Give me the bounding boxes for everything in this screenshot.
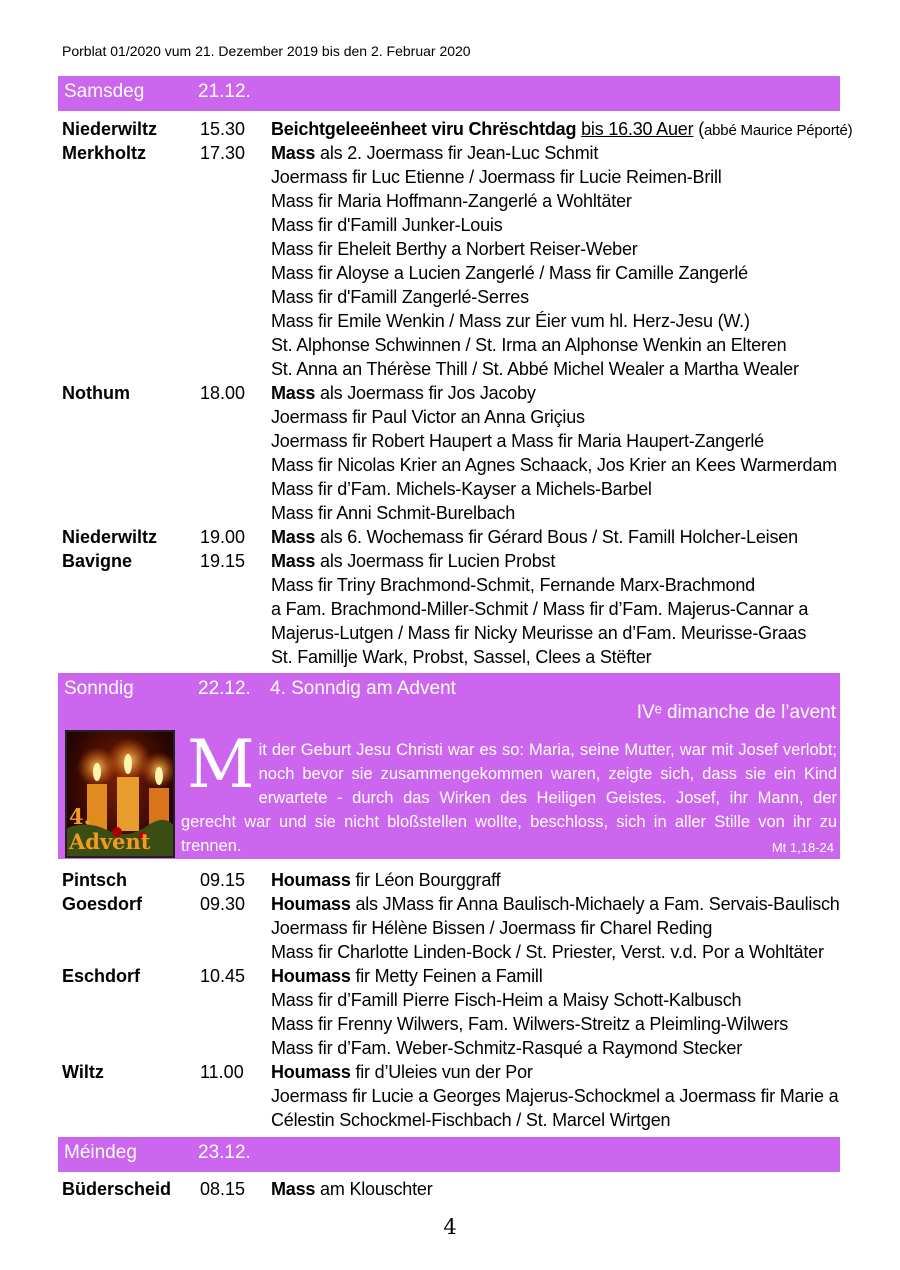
service-description <box>271 1177 432 1201</box>
service-time: 11.00 <box>200 1062 244 1082</box>
monday-schedule <box>62 1177 862 1201</box>
day-date: 23.12. <box>198 1142 251 1163</box>
schedule-row <box>62 916 862 940</box>
schedule-row <box>62 357 862 381</box>
service-text-rest: als JMass fir Anna Baulisch-Michaely a Fam. Servais-Baulisch <box>350 894 840 914</box>
service-text-bold: Mass <box>271 383 316 403</box>
service-description: Mass fir d’Fam. Michels-Kayser a Michels-Barbel <box>271 479 652 499</box>
service-text-rest: fir Léon Bourggraff <box>350 870 501 890</box>
schedule-row <box>62 988 862 1012</box>
schedule-row <box>62 1084 862 1108</box>
schedule-row <box>62 453 862 477</box>
service-text-bold: Beichtgeleeënheet viru Chrëschtdag <box>271 119 577 139</box>
advent-candles-image <box>65 730 175 858</box>
day-band-saturday <box>58 76 840 111</box>
service-description: Mass fir Emile Wenkin / Mass zur Éier vum hl. Herz-Jesu (W.) <box>271 311 750 331</box>
schedule-row <box>62 213 862 237</box>
service-text-small: abbé Maurice Péporté) <box>704 122 853 139</box>
schedule-row <box>62 165 862 189</box>
gospel-reference: Mt 1,18-24 <box>771 840 834 855</box>
schedule-row <box>62 333 862 357</box>
service-description <box>271 964 543 988</box>
location-name: Bavigne <box>62 551 133 571</box>
saturday-schedule <box>62 117 862 669</box>
service-description: Mass fir Charlotte Linden-Bock / St. Priester, Verst. v.d. Por a Wohltäter <box>271 942 824 962</box>
service-text-bold: Mass <box>271 527 316 547</box>
schedule-row <box>62 117 862 141</box>
service-description: Joermass fir Luc Etienne / Joermass fir Lucie Reimen-Brill <box>271 167 722 187</box>
service-text-rest: am Klouschter <box>315 1179 433 1199</box>
service-text-bold: Houmass <box>271 894 351 914</box>
schedule-row <box>62 477 862 501</box>
schedule-row <box>62 189 862 213</box>
service-description: Joermass fir Hélène Bissen / Joermass fir Charel Reding <box>271 918 713 938</box>
service-description: Mass fir d'Famill Zangerlé-Serres <box>271 287 529 307</box>
service-time: 10.45 <box>200 966 246 986</box>
service-text-bold: Mass <box>271 551 316 571</box>
service-text-bold: Mass <box>271 143 316 163</box>
service-description <box>271 525 798 549</box>
service-text-rest: ( <box>693 119 705 139</box>
service-text-rest: fir d’Uleies vun der Por <box>350 1062 533 1082</box>
schedule-row <box>62 141 862 165</box>
location-name: Niederwiltz <box>62 119 158 139</box>
service-description <box>271 868 500 892</box>
service-description <box>271 549 555 573</box>
day-date: 22.12. <box>198 678 251 699</box>
service-description: Majerus-Lutgen / Mass fir Nicky Meurisse an d’Fam. Meurisse-Graas <box>271 623 807 643</box>
schedule-row <box>62 429 862 453</box>
service-time: 15.30 <box>200 119 246 139</box>
schedule-row <box>62 501 862 525</box>
day-name: Samsdeg <box>64 81 145 102</box>
schedule-row <box>62 237 862 261</box>
schedule-row <box>62 1177 862 1201</box>
service-text-bold: Mass <box>271 1179 316 1199</box>
schedule-row <box>62 525 862 549</box>
sunday-title: 4. Sonndig am Advent <box>270 678 456 699</box>
location-name: Wiltz <box>62 1062 104 1082</box>
location-name: Pintsch <box>62 870 128 890</box>
service-text-rest: als 6. Wochemass fir Gérard Bous / St. Famill Holcher-Leisen <box>315 527 798 547</box>
schedule-row <box>62 1012 862 1036</box>
day-name: Sonndig <box>64 678 134 699</box>
day-band-monday <box>58 1137 840 1172</box>
service-description: Joermass fir Robert Haupert a Mass fir Maria Haupert-Zangerlé <box>271 431 764 451</box>
service-description: Mass fir d’Famill Pierre Fisch-Heim a Maisy Schott-Kalbusch <box>271 990 742 1010</box>
service-time: 08.15 <box>200 1179 246 1199</box>
schedule-row <box>62 261 862 285</box>
page-number: 4 <box>443 1215 457 1239</box>
schedule-row <box>62 621 862 645</box>
location-name: Nothum <box>62 383 130 403</box>
service-description: Mass fir Anni Schmit-Burelbach <box>271 503 516 523</box>
service-description <box>271 1060 533 1084</box>
service-description: Mass fir Frenny Wilwers, Fam. Wilwers-Streitz a Pleimling-Wilwers <box>271 1014 789 1034</box>
service-description: Mass fir Aloyse a Lucien Zangerlé / Mass fir Camille Zangerlé <box>271 263 748 283</box>
service-description: St. Anna an Thérèse Thill / St. Abbé Michel Wealer a Martha Wealer <box>271 359 799 379</box>
location-name: Eschdorf <box>62 966 141 986</box>
location-name: Goesdorf <box>62 894 143 914</box>
service-description: St. Famillje Wark, Probst, Sassel, Clees a Stëfter <box>271 647 652 667</box>
service-text-rest: als Joermass fir Lucien Probst <box>315 551 556 571</box>
gospel-text <box>181 726 837 858</box>
sunday-title-fr: IVᵉ dimanche de l’avent <box>636 702 836 723</box>
schedule-row <box>62 285 862 309</box>
service-time: 19.00 <box>200 527 246 547</box>
gospel-box <box>58 726 840 859</box>
service-description: Mass fir Maria Hoffmann-Zangerlé a Wohltäter <box>271 191 632 211</box>
service-text-rest: als Joermass fir Jos Jacoby <box>315 383 536 403</box>
schedule-row <box>62 892 862 916</box>
service-description: Mass fir Nicolas Krier an Agnes Schaack, Jos Krier an Kees Warmerdam <box>271 455 837 475</box>
service-time: 09.15 <box>200 870 246 890</box>
underlined-time: bis 16.30 Auer <box>581 119 694 139</box>
day-band-sunday <box>58 673 840 728</box>
service-description: St. Alphonse Schwinnen / St. Irma an Alphonse Wenkin an Elteren <box>271 335 787 355</box>
service-description: Mass fir d’Fam. Weber-Schmitz-Rasqué a Raymond Stecker <box>271 1038 743 1058</box>
service-time: 17.30 <box>200 143 246 163</box>
service-text-bold: Houmass <box>271 870 351 890</box>
sunday-schedule <box>62 868 862 1132</box>
schedule-row <box>62 573 862 597</box>
service-text-rest: fir Metty Feinen a Famill <box>350 966 543 986</box>
schedule-row <box>62 1036 862 1060</box>
gospel-body: it der Geburt Jesu Christi war es so: Maria, seine Mutter, war mit Josef verlobt; noch bevor sie zusammengekommen waren, zeigte sich, dass sie ein Kind erwartete - durch das Wirken des Heiligen Geistes. Josef, ihr Mann, der gerecht war und sie nicht bloßstellen wollte, beschloss, sich in aller Stille von ihr zu trennen. <box>181 741 837 855</box>
location-name: Merkholtz <box>62 143 147 163</box>
schedule-row <box>62 964 862 988</box>
schedule-row <box>62 940 862 964</box>
service-description: Joermass fir Paul Victor an Anna Griçius <box>271 407 585 427</box>
service-description: Mass fir Triny Brachmond-Schmit, Fernande Marx-Brachmond <box>271 575 755 595</box>
service-description: Mass fir d'Famill Junker-Louis <box>271 215 503 235</box>
service-description <box>271 892 840 916</box>
service-text-rest: als 2. Joermass fir Jean-Luc Schmit <box>315 143 599 163</box>
schedule-row <box>62 1108 862 1132</box>
advent-image-label: 4. Advent <box>69 804 151 854</box>
day-date: 21.12. <box>198 81 251 102</box>
schedule-row <box>62 405 862 429</box>
service-description: Joermass fir Lucie a Georges Majerus-Schockmel a Joermass fir Marie a <box>271 1086 839 1106</box>
service-time: 18.00 <box>200 383 246 403</box>
service-description: a Fam. Brachmond-Miller-Schmit / Mass fir d’Fam. Majerus-Cannar a <box>271 599 809 619</box>
service-description: Mass fir Eheleit Berthy a Norbert Reiser-Weber <box>271 239 638 259</box>
service-description <box>271 381 536 405</box>
page-header: Porblat 01/2020 vum 21. Dezember 2019 bis den 2. Februar 2020 <box>62 43 471 59</box>
gospel-dropcap: M <box>187 726 255 803</box>
service-time: 09.30 <box>200 894 246 914</box>
location-name: Niederwiltz <box>62 527 158 547</box>
day-name: Méindeg <box>64 1142 137 1163</box>
service-time: 19.15 <box>200 551 246 571</box>
location-name: Büderscheid <box>62 1179 172 1199</box>
schedule-row <box>62 868 862 892</box>
schedule-row <box>62 645 862 669</box>
schedule-row <box>62 381 862 405</box>
service-text-bold: Houmass <box>271 1062 351 1082</box>
service-description: Célestin Schockmel-Fischbach / St. Marcel Wirtgen <box>271 1110 671 1130</box>
schedule-row <box>62 549 862 573</box>
schedule-row <box>62 597 862 621</box>
service-description <box>271 141 598 165</box>
schedule-row <box>62 1060 862 1084</box>
schedule-row <box>62 309 862 333</box>
service-text-bold: Houmass <box>271 966 351 986</box>
service-description <box>271 117 852 143</box>
